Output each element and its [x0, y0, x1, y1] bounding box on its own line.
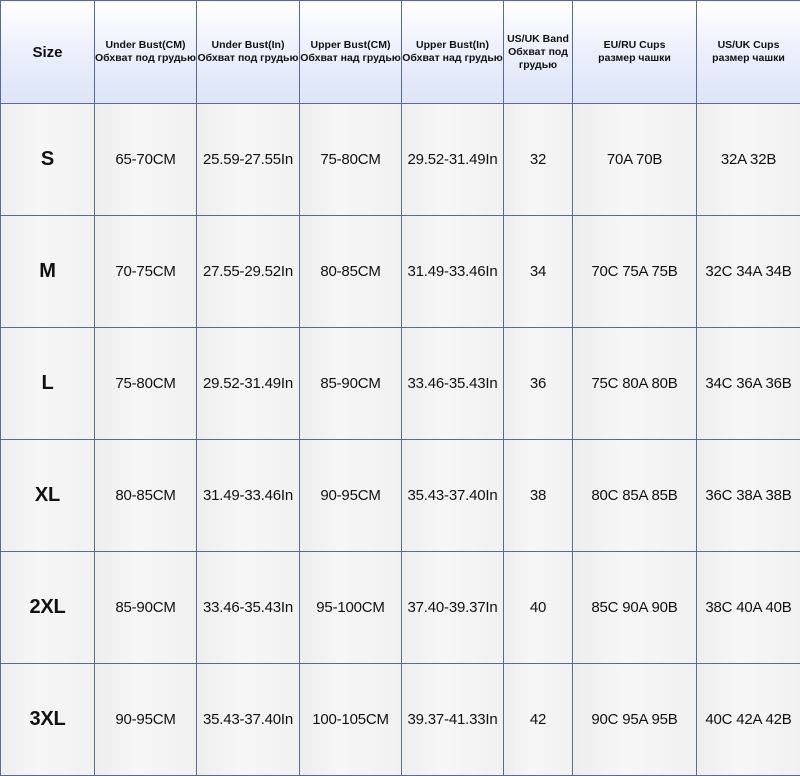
upper-bust-cm-cell: 95-100CM — [300, 552, 402, 664]
under-bust-cm-cell: 85-90CM — [95, 552, 197, 664]
header-label-line: Under Bust(In) — [197, 39, 299, 52]
upper-bust-cm-cell: 85-90CM — [300, 328, 402, 440]
header-under-bust-in — [197, 1, 300, 104]
header-label-line: US/UK Cups — [697, 39, 800, 52]
us-uk-band-cell: 32 — [504, 104, 573, 216]
header-label-line: Обхват под грудью — [197, 52, 299, 65]
upper-bust-in-cell: 33.46-35.43In — [402, 328, 504, 440]
under-bust-in-cell: 25.59-27.55In — [197, 104, 300, 216]
us-uk-band-cell: 40 — [504, 552, 573, 664]
under-bust-in-cell: 27.55-29.52In — [197, 216, 300, 328]
header-label-line: Обхват над грудью — [300, 52, 401, 65]
size-cell: 3XL — [1, 664, 95, 776]
header-label-line: Upper Bust(CM) — [300, 39, 401, 52]
us-uk-cups-cell: 32C 34A 34B — [697, 216, 800, 328]
size-cell: 2XL — [1, 552, 95, 664]
eu-ru-cups-cell: 75C 80A 80B — [573, 328, 697, 440]
upper-bust-in-cell: 39.37-41.33In — [402, 664, 504, 776]
under-bust-cm-cell: 70-75CM — [95, 216, 197, 328]
size-cell: XL — [1, 440, 95, 552]
us-uk-band-cell: 36 — [504, 328, 573, 440]
header-label-line: Обхват под — [504, 46, 572, 59]
us-uk-band-cell: 34 — [504, 216, 573, 328]
eu-ru-cups-cell: 80C 85A 85B — [573, 440, 697, 552]
table-row — [1, 440, 800, 552]
eu-ru-cups-cell: 90C 95A 95B — [573, 664, 697, 776]
header-label-line: US/UK Band — [504, 33, 572, 46]
table-row — [1, 328, 800, 440]
header-upper-bust-in — [402, 1, 504, 104]
upper-bust-cm-cell: 80-85CM — [300, 216, 402, 328]
under-bust-in-cell: 31.49-33.46In — [197, 440, 300, 552]
size-cell: M — [1, 216, 95, 328]
us-uk-cups-cell: 34C 36A 36B — [697, 328, 800, 440]
under-bust-cm-cell: 80-85CM — [95, 440, 197, 552]
header-label-line: грудью — [504, 59, 572, 72]
under-bust-in-cell: 29.52-31.49In — [197, 328, 300, 440]
header-label-line: Обхват под грудью — [95, 52, 196, 65]
us-uk-cups-cell: 32A 32B — [697, 104, 800, 216]
header-size — [1, 1, 95, 104]
eu-ru-cups-cell: 70C 75A 75B — [573, 216, 697, 328]
us-uk-cups-cell: 40C 42A 42B — [697, 664, 800, 776]
header-eu-ru-cups — [573, 1, 697, 104]
header-label-line: размер чашки — [697, 52, 800, 65]
table-row — [1, 216, 800, 328]
eu-ru-cups-cell: 85C 90A 90B — [573, 552, 697, 664]
table-row — [1, 104, 800, 216]
us-uk-band-cell: 38 — [504, 440, 573, 552]
under-bust-cm-cell: 75-80CM — [95, 328, 197, 440]
upper-bust-cm-cell: 90-95CM — [300, 440, 402, 552]
upper-bust-in-cell: 29.52-31.49In — [402, 104, 504, 216]
header-us-uk-band — [504, 1, 573, 104]
header-row — [1, 1, 800, 104]
upper-bust-in-cell: 35.43-37.40In — [402, 440, 504, 552]
header-label-line: размер чашки — [573, 52, 696, 65]
table-row — [1, 664, 800, 776]
table-header — [1, 1, 800, 104]
upper-bust-cm-cell: 100-105CM — [300, 664, 402, 776]
under-bust-cm-cell: 90-95CM — [95, 664, 197, 776]
us-uk-cups-cell: 38C 40A 40B — [697, 552, 800, 664]
table-body — [1, 104, 800, 776]
size-cell: L — [1, 328, 95, 440]
header-label-line: Size — [1, 46, 94, 59]
header-under-bust-cm — [95, 1, 197, 104]
header-label-line: Обхват над грудью — [402, 52, 503, 65]
under-bust-cm-cell: 65-70CM — [95, 104, 197, 216]
us-uk-cups-cell: 36C 38A 38B — [697, 440, 800, 552]
upper-bust-in-cell: 31.49-33.46In — [402, 216, 504, 328]
size-cell: S — [1, 104, 95, 216]
header-us-uk-cups — [697, 1, 800, 104]
us-uk-band-cell: 42 — [504, 664, 573, 776]
table-row — [1, 552, 800, 664]
upper-bust-in-cell: 37.40-39.37In — [402, 552, 504, 664]
header-label-line: Under Bust(CM) — [95, 39, 196, 52]
header-upper-bust-cm — [300, 1, 402, 104]
under-bust-in-cell: 33.46-35.43In — [197, 552, 300, 664]
under-bust-in-cell: 35.43-37.40In — [197, 664, 300, 776]
header-label-line: Upper Bust(In) — [402, 39, 503, 52]
eu-ru-cups-cell: 70A 70B — [573, 104, 697, 216]
upper-bust-cm-cell: 75-80CM — [300, 104, 402, 216]
header-label-line: EU/RU Cups — [573, 39, 696, 52]
